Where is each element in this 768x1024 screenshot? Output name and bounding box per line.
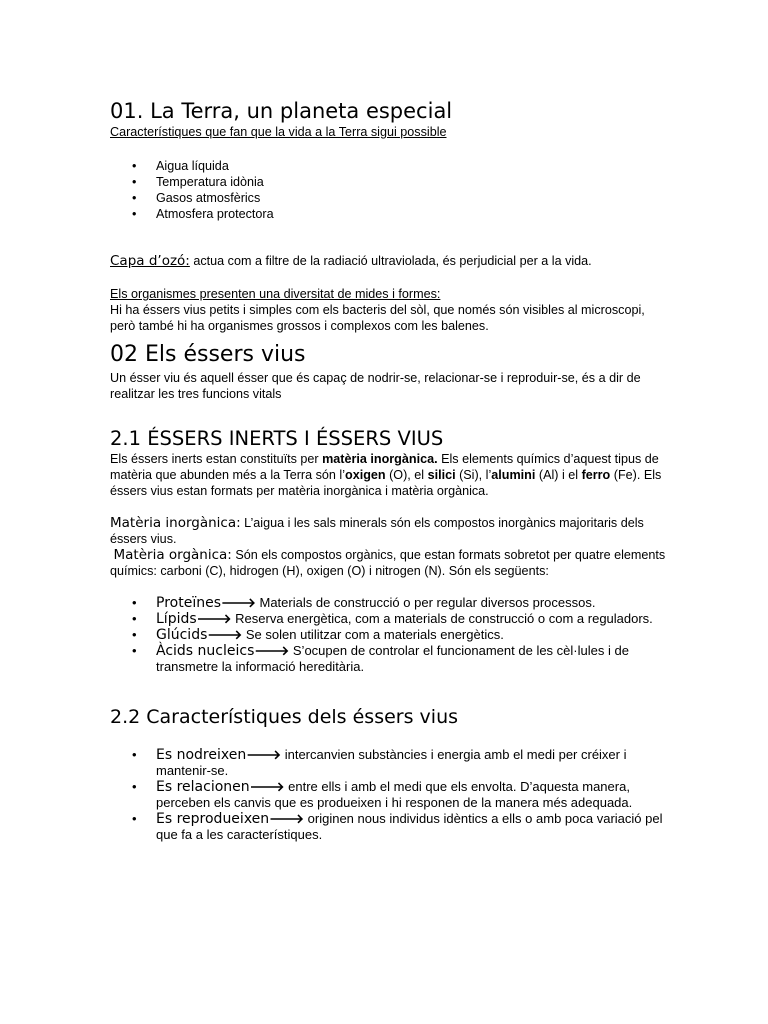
list-item: • Gasos atmosfèrics bbox=[110, 190, 670, 206]
section-02-text: Un ésser viu és aquell ésser que és capaç de nodrir-se, relacionar-se i reproduir-se, és a dir de realitzar les tres funcions vitals bbox=[110, 371, 641, 401]
list-item: • Es relacionen🡒 entre ells i amb el medi que els envolta. D’aquesta manera, perceben els canvis que es produeixen i hi responen de la manera més adequada. bbox=[110, 779, 670, 811]
section-01-title: 01. La Terra, un planeta especial bbox=[110, 99, 453, 123]
ozone-label: Capa d’ozó: bbox=[110, 253, 190, 269]
section-2-1-title: 2.1 ÉSSERS INERTS I ÉSSERS VIUS bbox=[110, 427, 444, 450]
list-item: • Aigua líquida bbox=[110, 158, 670, 174]
diversity-subtitle: Els organismes presenten una diversitat de mides i formes: bbox=[110, 287, 441, 301]
arrow-right-icon: 🡒 bbox=[249, 779, 285, 794]
list-item: • Atmosfera protectora bbox=[110, 206, 670, 222]
arrow-right-icon: 🡒 bbox=[196, 611, 232, 626]
inerts-paragraph: Els éssers inerts estan constituïts per matèria inorgànica. Els elements químics d’aquest tipus de matèria que abunden més a la Terra són l’oxigen (O), el silici (Si), l’alumini (Al) i el ferro (Fe). Els éssers vius estan formats per matèria inorgànica i matèria orgànica. bbox=[110, 452, 662, 498]
arrow-right-icon: 🡒 bbox=[220, 595, 256, 610]
arrow-right-icon: 🡒 bbox=[207, 627, 243, 642]
arrow-right-icon: 🡒 bbox=[269, 811, 305, 826]
section-02-title: 02 Els éssers vius bbox=[110, 342, 306, 367]
ozone-text: actua com a filtre de la radiació ultraviolada, és perjudicial per a la vida. bbox=[193, 254, 592, 268]
arrow-right-icon: 🡒 bbox=[254, 643, 290, 658]
conditions-list bbox=[110, 158, 670, 222]
inorganic-label: Matèria inorgànica: bbox=[110, 515, 241, 531]
organic-matter-paragraph: Matèria orgànica: Són els compostos orgànics, que estan formats sobretot per quatre elements químics: carboni (C), hidrogen (H), oxigen (O) i nitrogen (N). Són els següents: bbox=[110, 547, 666, 578]
list-item: • Es reprodueixen🡒 originen nous individus idèntics a ells o amb poca variació pel que fa a les característiques. bbox=[110, 811, 670, 843]
section-2-2-title: 2.2 Característiques dels éssers vius bbox=[110, 706, 459, 728]
list-item: • Àcids nucleics🡒 S’ocupen de controlar el funcionament de les cèl·lules i de transmetre la informació hereditària. bbox=[110, 643, 670, 675]
list-item: • Es nodreixen🡒 intercanvien substàncies i energia amb el medi per créixer i mantenir-se. bbox=[110, 747, 670, 779]
document-page bbox=[110, 98, 670, 843]
characteristics-list bbox=[110, 747, 670, 843]
organic-label: Matèria orgànica: bbox=[113, 547, 232, 563]
arrow-right-icon: 🡒 bbox=[246, 747, 282, 762]
list-item: • Glúcids🡒 Se solen utilitzar com a materials energètics. bbox=[110, 627, 670, 643]
ozone-paragraph bbox=[110, 253, 670, 269]
list-item: • Lípids🡒 Reserva energètica, com a materials de construcció o com a reguladors. bbox=[110, 611, 670, 627]
diversity-text: Hi ha éssers vius petits i simples com els bacteris del sòl, que només són visibles al microscopi, però també hi ha organismes grossos i complexos com les balenes. bbox=[110, 303, 645, 333]
organic-compounds-list bbox=[110, 595, 670, 675]
list-item: • Temperatura idònia bbox=[110, 174, 670, 190]
inorganic-matter-paragraph: Matèria inorgànica: L’aigua i les sals minerals són els compostos inorgànics majoritaris dels éssers vius. bbox=[110, 515, 644, 546]
list-item: • Proteïnes🡒 Materials de construcció o per regular diversos processos. bbox=[110, 595, 670, 611]
section-01-subtitle: Característiques que fan que la vida a la Terra sigui possible bbox=[110, 125, 447, 139]
